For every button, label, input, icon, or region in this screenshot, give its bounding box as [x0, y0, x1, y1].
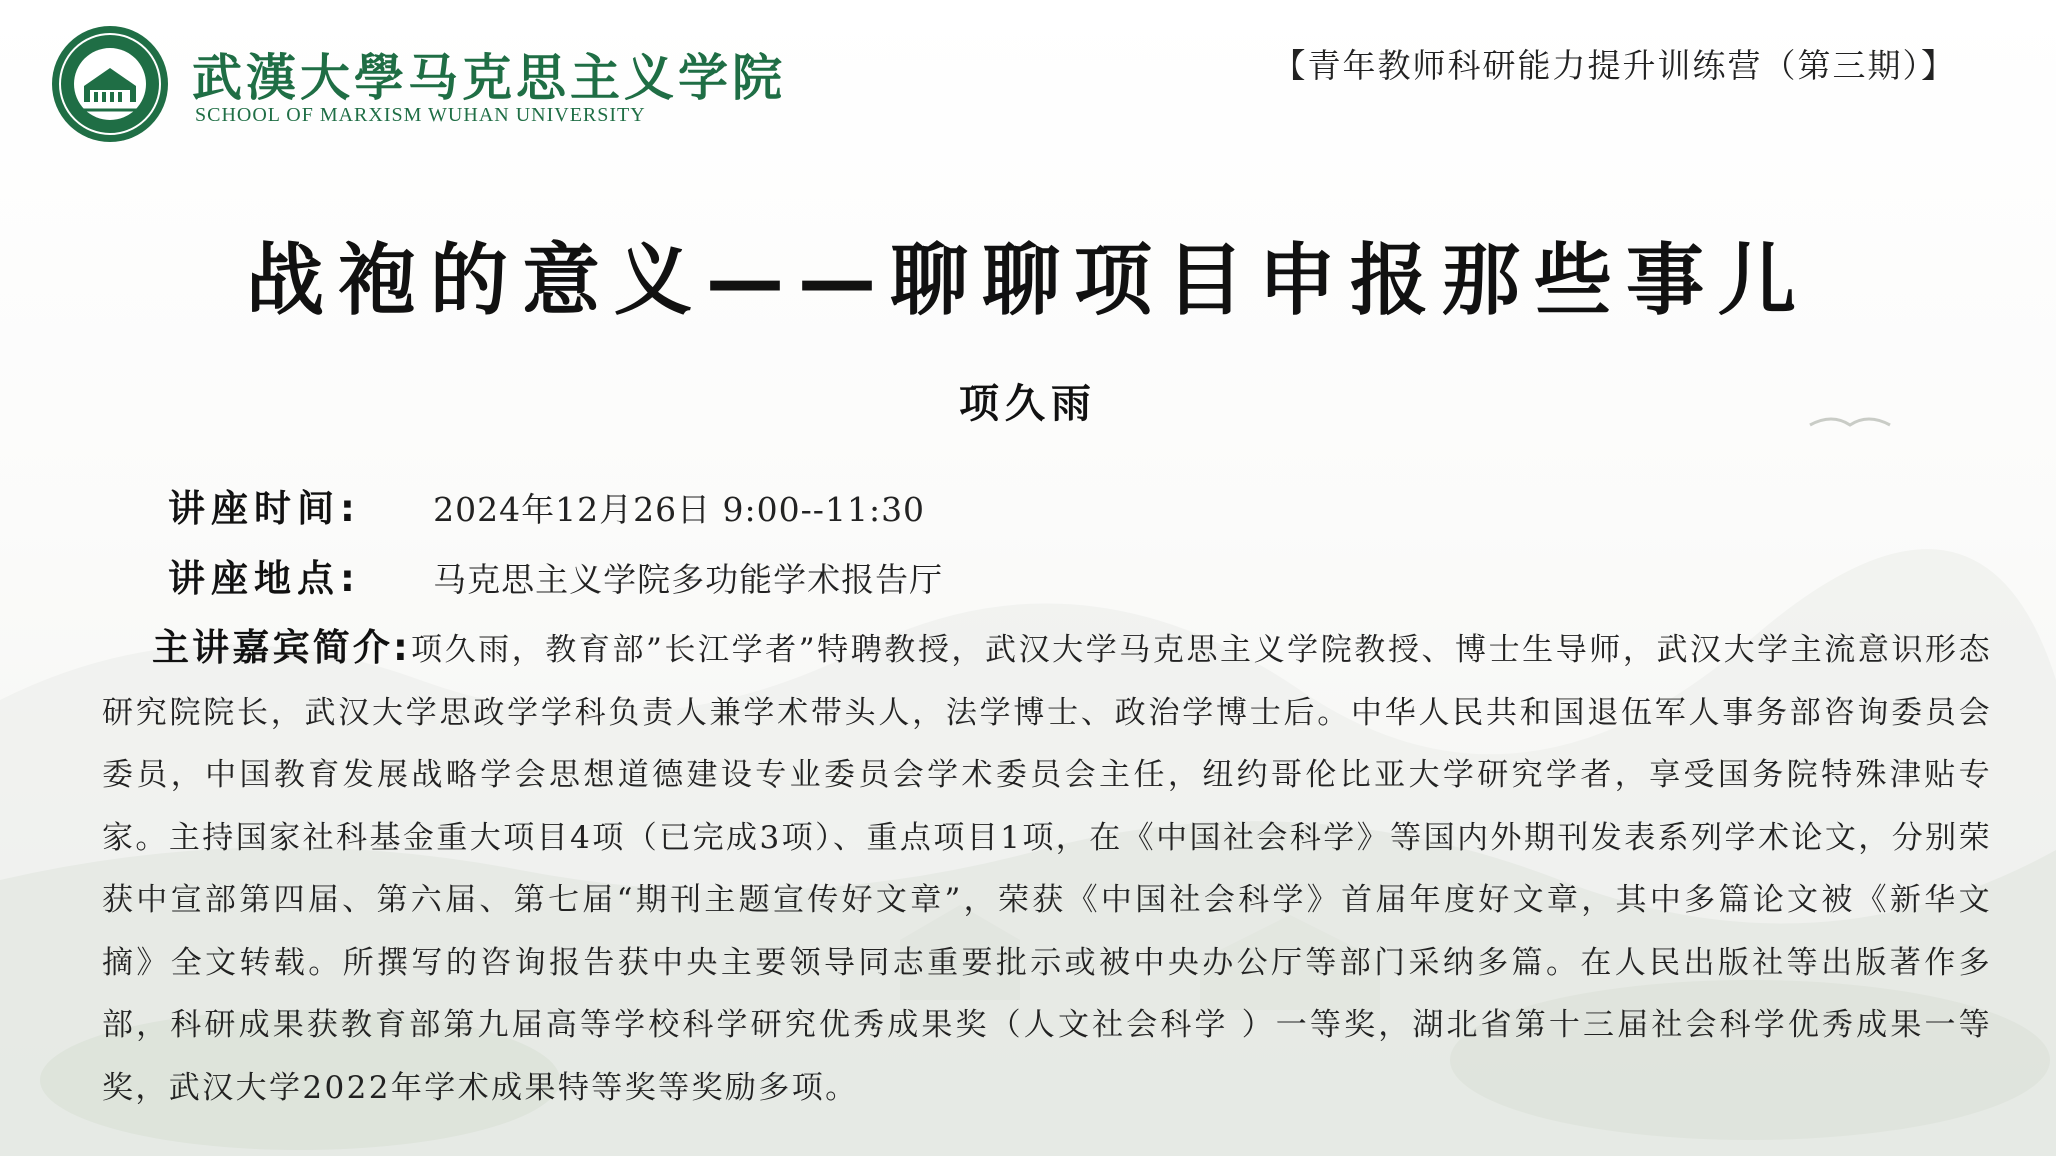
lecture-place-row	[168, 548, 943, 602]
school-name-chinese: 武漢大學马克思主义学院	[192, 48, 786, 107]
lecture-place-value: 马克思主义学院多功能学术报告厅	[433, 560, 944, 599]
speaker-bio	[102, 617, 1992, 1119]
lecture-place-label: 讲座地点:	[168, 557, 361, 600]
university-seal-logo	[50, 24, 170, 144]
lecture-time-row	[168, 478, 925, 532]
speaker-bio-text: 项久雨，教育部”长江学者”特聘教授，武汉大学马克思主义学院教授、博士生导师，武汉大学主流意识形态研究院院长，武汉大学思政学学科负责人兼学术带头人，法学博士、政治学博士后。中华人民共和国退伍军人事务部咨询委员会委员，中国教育发展战略学会思想道德建设专业委员会学术委员会主任，纽约哥伦比亚大学研究学者，享受国务院特殊津贴专家。主持国家社科基金重大项目4项（已完成3项）、重点项目1项，在《中国社会科学》等国内外期刊发表系列学术论文，分别荣获中宣部第四届、第六届、第七届“期刊主题宣传好文章”，荣获《中国社会科学》首届年度好文章，其中多篇论文被《新华文摘》全文转载。所撰写的咨询报告获中央主要领导同志重要批示或被中央办公厅等部门采纳多篇。在人民出版社等出版著作多部，科研成果获教育部第九届高等学校科学研究优秀成果奖（人文社会科学 ）一等奖，湖北省第十三届社会科学优秀成果一等奖，武汉大学2022年学术成果特等奖等奖励多项。	[102, 632, 1992, 1106]
program-title: 【青年教师科研能力提升训练营（第三期）】	[1272, 46, 1956, 85]
school-name-english: SCHOOL OF MARXISM WUHAN UNIVERSITY	[195, 104, 646, 126]
lecture-time-value: 2024年12月26日 9:00--11:30	[433, 490, 926, 529]
speaker-bio-label: 主讲嘉宾简介:	[152, 626, 411, 669]
lecture-title: 战袍的意义——聊聊项目申报那些事儿	[245, 236, 1810, 326]
lecture-time-label: 讲座时间:	[168, 487, 361, 530]
speaker-name: 项久雨	[959, 381, 1097, 427]
